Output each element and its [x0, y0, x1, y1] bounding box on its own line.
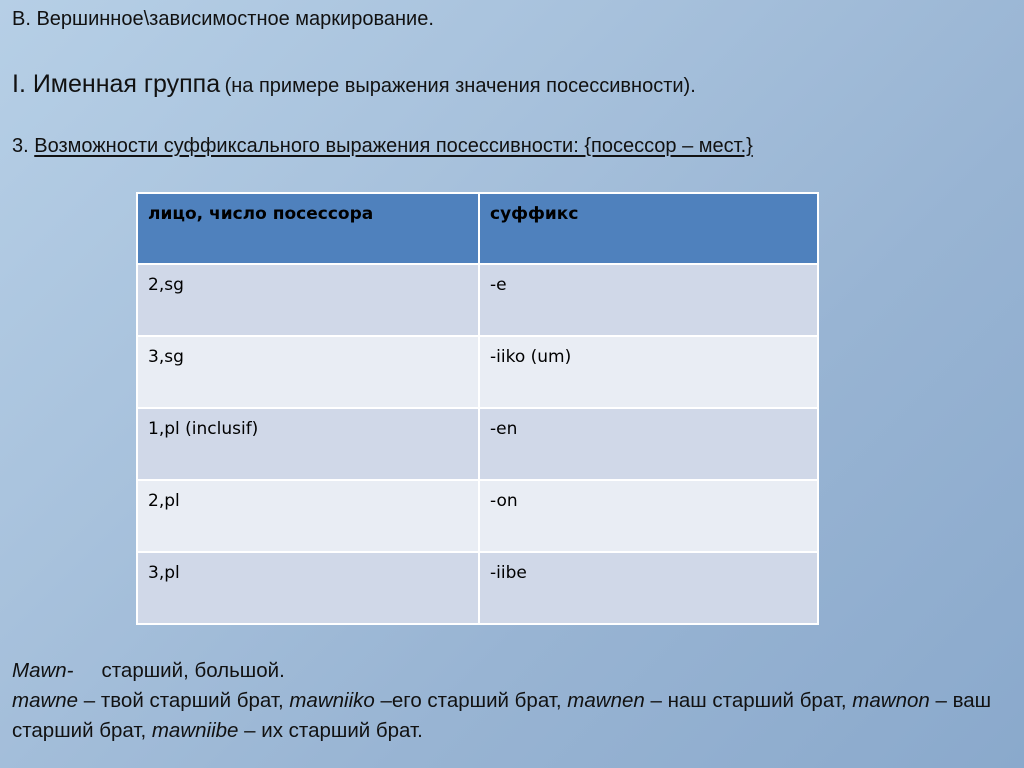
example-form: mawnen [567, 689, 645, 712]
subsection-heading [12, 135, 753, 158]
example-form: mawne [12, 689, 79, 712]
cell-person: 1,pl (inclusif) [137, 408, 479, 480]
group-heading-note: (на примере выражения значения посессивности). [224, 75, 696, 97]
table-row [137, 336, 818, 408]
table-row [137, 408, 818, 480]
table-header-row [137, 193, 818, 264]
example-gloss: –его старший брат, [374, 689, 568, 712]
cell-person: 2,sg [137, 264, 479, 336]
cell-suffix: -en [479, 408, 818, 480]
table-row [137, 552, 818, 624]
subsection-number: 3. [12, 135, 29, 157]
example-form: mawniiko [289, 689, 375, 712]
cell-suffix: -iibe [479, 552, 818, 624]
group-heading-main: I. Именная группа [12, 70, 221, 98]
cell-person: 3,sg [137, 336, 479, 408]
subsection-title: Возможности суффиксального выражения посессивности: {посессор – мест.} [34, 135, 753, 157]
section-heading: B. Вершинное\зависимостное маркирование. [12, 8, 434, 30]
cell-suffix: -on [479, 480, 818, 552]
suffix-table [136, 192, 819, 625]
group-heading [12, 70, 696, 99]
example-gloss: – их старший брат. [238, 719, 423, 742]
cell-suffix: -iiko (um) [479, 336, 818, 408]
example-form: mawniibe [151, 719, 239, 742]
example-form: mawnon [852, 689, 930, 712]
header-suffix: суффикс [479, 193, 818, 264]
table-row [137, 264, 818, 336]
cell-person: 3,pl [137, 552, 479, 624]
cell-suffix: -e [479, 264, 818, 336]
table-row [137, 480, 818, 552]
examples-paragraph [12, 656, 1012, 746]
root-gloss: старший, большой. [101, 659, 285, 682]
example-gloss: – ваш старший брат, [12, 689, 992, 742]
header-person-number: лицо, число посессора [137, 193, 479, 264]
example-gloss: – твой старший брат, [78, 689, 290, 712]
example-gloss: – наш старший брат, [644, 689, 853, 712]
root-form: Mawn- [12, 659, 74, 682]
cell-person: 2,pl [137, 480, 479, 552]
